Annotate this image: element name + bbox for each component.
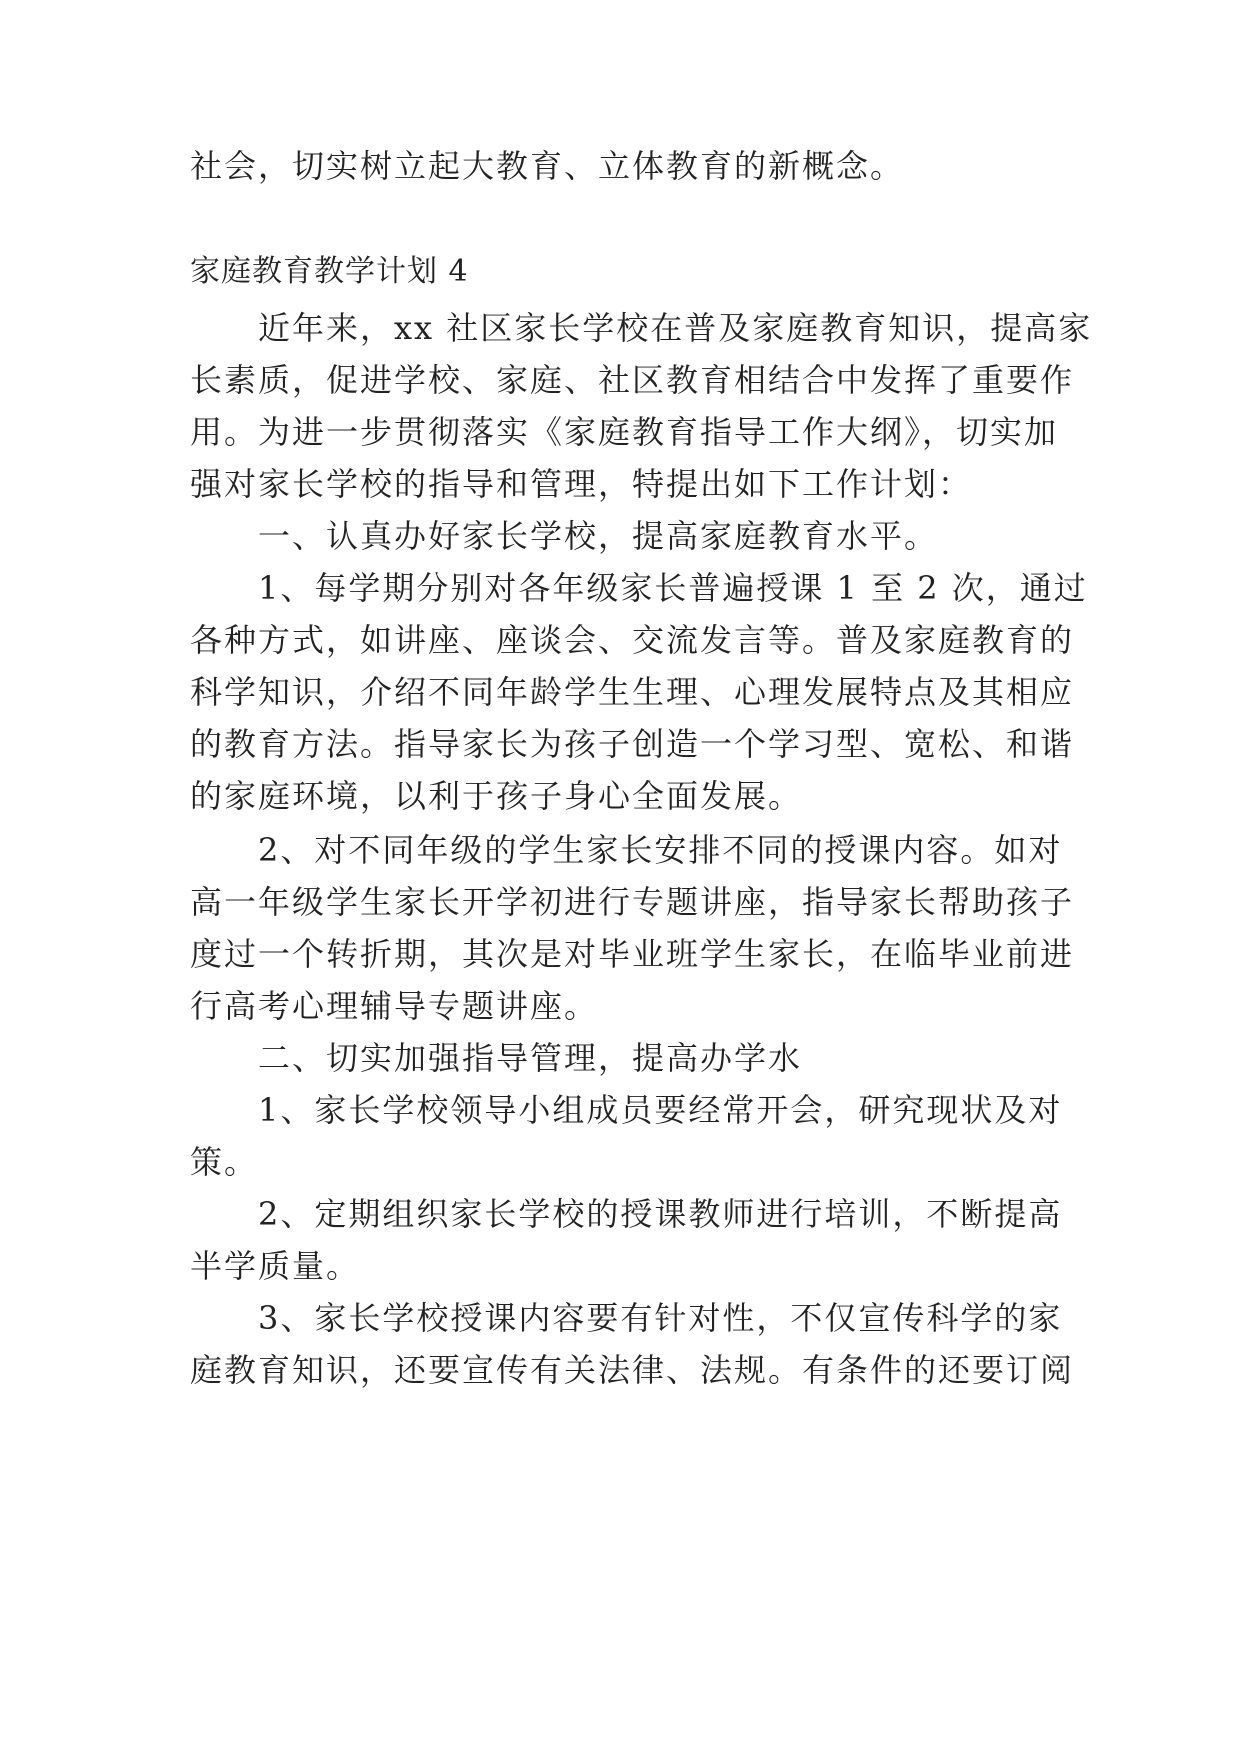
paragraph-line: 长素质，促进学校、家庭、社区教育相结合中发挥了重要作 xyxy=(190,361,1075,399)
paragraph-line: 的家庭环境，以利于孩子身心全面发展。 xyxy=(190,777,803,815)
paragraph-line: 3、家长学校授课内容要有针对性，不仅宣传科学的家 xyxy=(190,1299,1063,1337)
paragraph-line: 高一年级学生家长开学初进行专题讲座，指导家长帮助孩子 xyxy=(190,883,1075,921)
paragraph-line: 2、定期组织家长学校的授课教师进行培训，不断提高 xyxy=(190,1195,1063,1233)
paragraph-line: 半学质量。 xyxy=(190,1247,361,1285)
paragraph-line: 度过一个转折期，其次是对毕业班学生家长，在临毕业前进 xyxy=(190,935,1075,973)
paragraph-line: 一、认真办好家长学校，提高家庭教育水平。 xyxy=(190,517,939,555)
section-heading: 家庭教育教学计划 4 xyxy=(190,254,469,289)
paragraph-line: 各种方式，如讲座、座谈会、交流发言等。普及家庭教育的 xyxy=(190,621,1075,659)
paragraph-line: 策。 xyxy=(190,1143,259,1181)
paragraph-line: 行高考心理辅导专题讲座。 xyxy=(190,987,599,1025)
paragraph-line: 用。为进一步贯彻落实《家庭教育指导工作大纲》，切实加 xyxy=(190,413,1059,451)
paragraph-line: 二、切实加强指导管理，提高办学水 xyxy=(190,1039,803,1077)
paragraph-line: 庭教育知识，还要宣传有关法律、法规。有条件的还要订阅 xyxy=(190,1351,1075,1389)
paragraph-line: 1、家长学校领导小组成员要经常开会，研究现状及对 xyxy=(190,1091,1063,1129)
paragraph-line: 科学知识，介绍不同年龄学生生理、心理发展特点及其相应 xyxy=(190,673,1075,711)
paragraph-line: 近年来，xx 社区家长学校在普及家庭教育知识，提高家 xyxy=(190,309,1093,347)
paragraph-line: 的教育方法。指导家长为孩子创造一个学习型、宽松、和谐 xyxy=(190,725,1075,763)
paragraph-line: 社会，切实树立起大教育、立体教育的新概念。 xyxy=(190,147,905,185)
paragraph-line: 强对家长学校的指导和管理，特提出如下工作计划： xyxy=(190,465,973,503)
paragraph-line: 1、每学期分别对各年级家长普遍授课 1 至 2 次，通过 xyxy=(190,569,1088,607)
paragraph-line: 2、对不同年级的学生家长安排不同的授课内容。如对 xyxy=(190,831,1063,869)
